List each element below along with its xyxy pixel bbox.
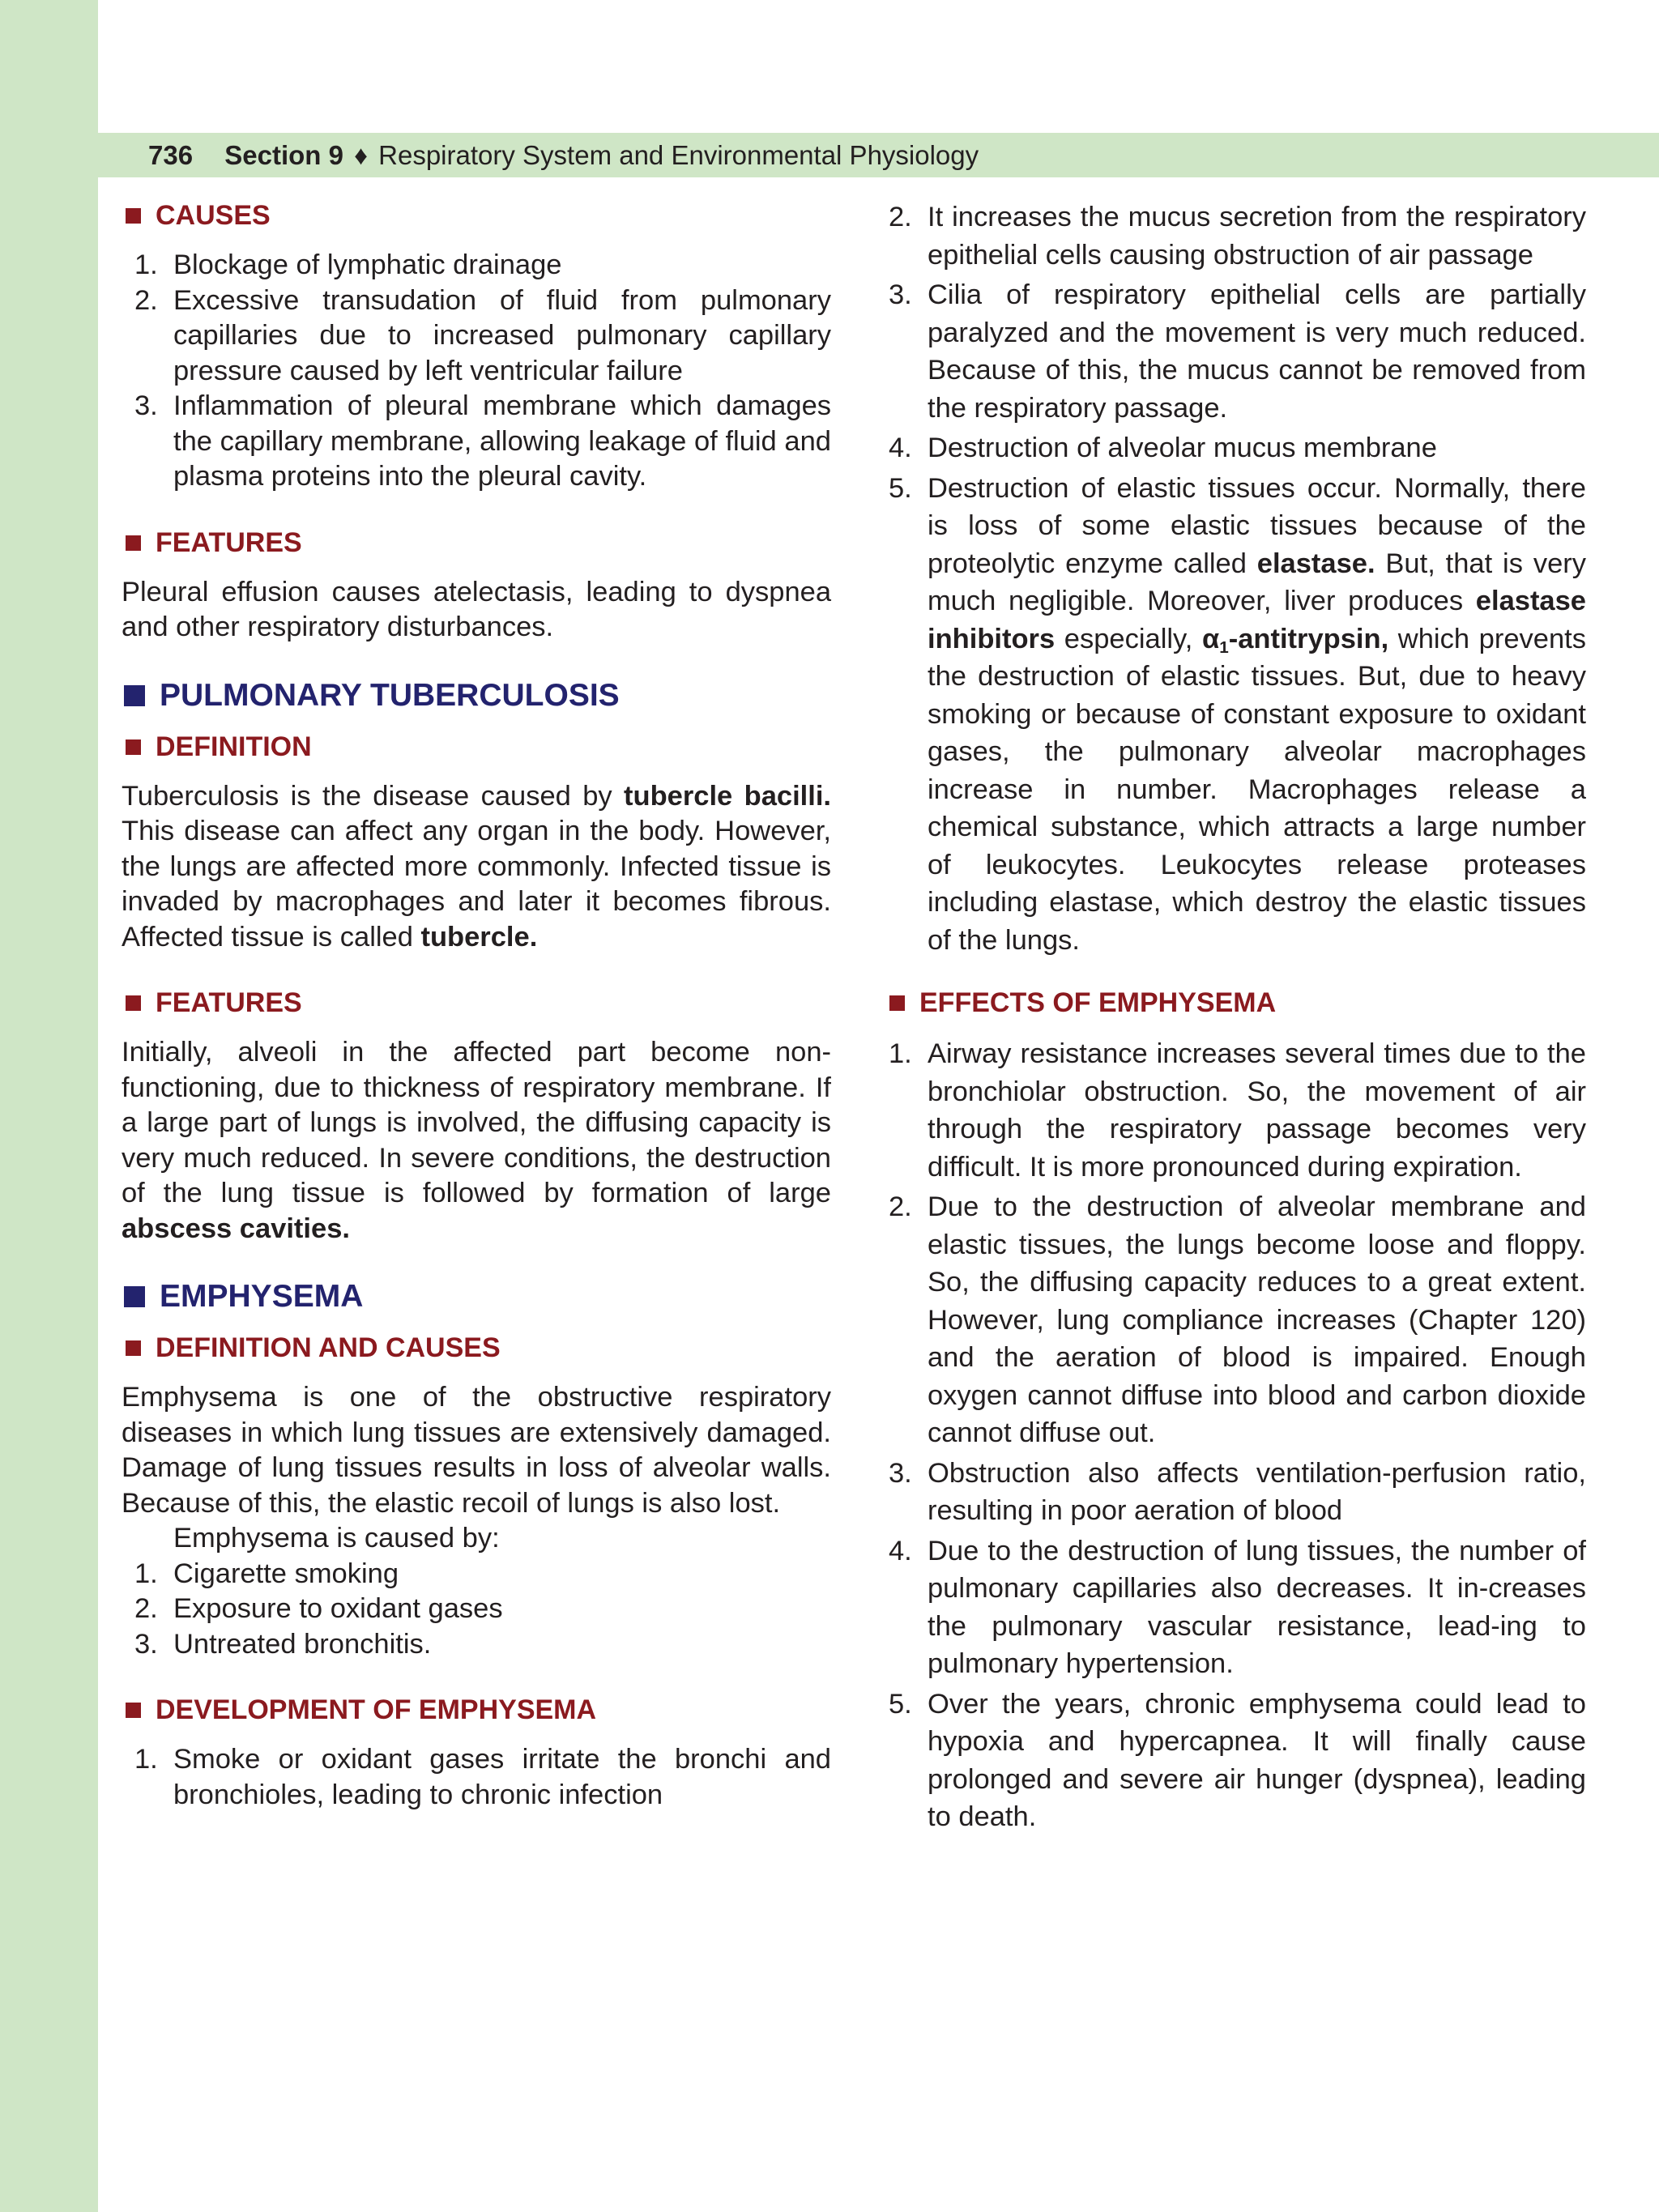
- page-number: 736: [148, 140, 194, 170]
- heading-effects-of-emphysema: EFFECTS OF EMPHYSEMA: [885, 986, 1586, 1021]
- left-margin-band: [0, 0, 98, 2212]
- square-bullet-icon: [126, 995, 141, 1011]
- heading-tb-features: FEATURES: [122, 986, 831, 1021]
- heading-pulmonary-tuberculosis: PULMONARY TUBERCULOSIS: [122, 676, 831, 715]
- effects-list: [885, 1035, 1586, 1836]
- emphysema-causes-list: [122, 1557, 831, 1663]
- square-bullet-icon: [126, 739, 141, 755]
- development-list-continued: [885, 198, 1586, 959]
- section-title: Respiratory System and Environmental Physiology: [378, 140, 979, 170]
- list-item: 1. Airway resistance increases several times due to the bronchiolar obstruction. So, the movement of air through the respiratory passage becomes very difficult. It is more pronounced during expiration.: [889, 1038, 1586, 1183]
- list-item: 3. Cilia of respiratory epithelial cells are partially paralyzed and the movement is very much reduced. Because of this, the mucus cannot be removed from the respiratory passage.: [889, 279, 1586, 424]
- heading-causes: CAUSES: [122, 198, 831, 233]
- square-bullet-icon: [889, 995, 905, 1011]
- development-list-start: [122, 1742, 831, 1813]
- list-item: 4. Destruction of alveolar mucus membrane: [889, 433, 1437, 463]
- heading-emphysema: EMPHYSEMA: [122, 1277, 831, 1316]
- list-item: 3. Untreated bronchitis.: [134, 1628, 432, 1660]
- square-bullet-icon: [126, 208, 141, 224]
- diamond-separator-icon: ♦: [354, 140, 368, 170]
- square-bullet-icon: [126, 535, 141, 551]
- list-item: 2. Due to the destruction of alveolar membrane and elastic tissues, the lungs become loose and floppy. So, the diffusing capacity reduces to a great extent. However, lung compliance increases (Chapter 120) and the aeration of blood is impaired. Enough oxygen cannot diffuse into blood and carbon dioxide cannot diffuse out.: [889, 1191, 1586, 1448]
- square-bullet-icon: [126, 1703, 141, 1718]
- list-item: 1. Blockage of lymphatic drainage: [134, 249, 562, 280]
- square-bullet-icon: [126, 1340, 141, 1356]
- square-bullet-icon: [124, 1286, 145, 1307]
- list-item: 1. Smoke or oxidant gases irritate the bronchi and bronchioles, leading to chronic infection: [134, 1744, 831, 1810]
- tb-definition-paragraph: Tuberculosis is the disease caused by tubercle bacilli. This disease can affect any organ in the body. However, the lungs are affected more commonly. Infected tissue is invaded by macrophages and later it becomes fibrous. Affected tissue is called tubercle.: [122, 780, 831, 953]
- heading-definition-and-causes: DEFINITION AND CAUSES: [122, 1331, 831, 1366]
- emphysema-definition-paragraph: Emphysema is one of the obstructive respiratory diseases in which lung tissues are extensively damaged. Damage of lung tissues results in loss of alveolar walls. Because of this, the elastic recoil of lungs is also lost.: [122, 1382, 831, 1519]
- running-head: [148, 133, 979, 177]
- emphysema-caused-by: Emphysema is caused by:: [173, 1523, 500, 1554]
- section-label: Section 9: [224, 140, 343, 170]
- heading-development-of-emphysema: DEVELOPMENT OF EMPHYSEMA: [122, 1693, 831, 1728]
- tb-features-paragraph: Initially, alveoli in the affected part become non-functioning, due to thickness of respiratory membrane. If a large part of lungs is involved, the diffusing capacity is very much reduced. In severe conditions, the destruction of the lung tissue is followed by formation of large abscess cavities.: [122, 1037, 831, 1244]
- list-item: 4. Due to the destruction of lung tissues, the number of pulmonary capillaries also decreases. It in-creases the pulmonary vascular resistance, lead-ing to pulmonary hypertension.: [889, 1535, 1586, 1679]
- right-column: [885, 198, 1586, 1839]
- features-paragraph: Pleural effusion causes atelectasis, leading to dyspnea and other respiratory disturbances.: [122, 576, 831, 642]
- heading-definition: DEFINITION: [122, 730, 831, 765]
- list-item: 1. Cigarette smoking: [134, 1558, 399, 1589]
- left-column: [122, 198, 831, 1813]
- list-item: 3. Obstruction also affects ventilation-perfusion ratio, resulting in poor aeration of blood: [889, 1457, 1586, 1526]
- list-item: 2. It increases the mucus secretion from the respiratory epithelial cells causing obstruction of air passage: [889, 202, 1586, 271]
- heading-features: FEATURES: [122, 526, 831, 560]
- list-item: 5. Destruction of elastic tissues occur. Normally, there is loss of some elastic tissues because of the proteolytic enzyme called elastase. But, that is very much negligible. Moreover, liver produces elastase inhibitors especially, $\alpha_1$-antitrypsin, which prevents the destruction of elastic tissues. But, due to heavy smoking or because of constant exposure to oxidant gases, the pulmonary alveolar macrophages increase in number. Macrophages release a chemical substance, which attracts a large number of leukocytes. Leukocytes release proteases including elastase, which destroy the elastic tissues of the lungs.: [889, 472, 1586, 956]
- list-item: 2. Exposure to oxidant gases: [134, 1593, 503, 1624]
- list-item: 3. Inflammation of pleural membrane which damages the capillary membrane, allowing leakage of fluid and plasma proteins into the pleural cavity.: [134, 390, 831, 492]
- causes-list: [122, 248, 831, 495]
- square-bullet-icon: [124, 685, 145, 706]
- list-item: 2. Excessive transudation of fluid from pulmonary capillaries due to increased pulmonary capillary pressure caused by left ventricular failure: [134, 284, 831, 386]
- list-item: 5. Over the years, chronic emphysema could lead to hypoxia and hypercapnea. It will finally cause prolonged and severe air hunger (dyspnea), leading to death.: [889, 1688, 1586, 1832]
